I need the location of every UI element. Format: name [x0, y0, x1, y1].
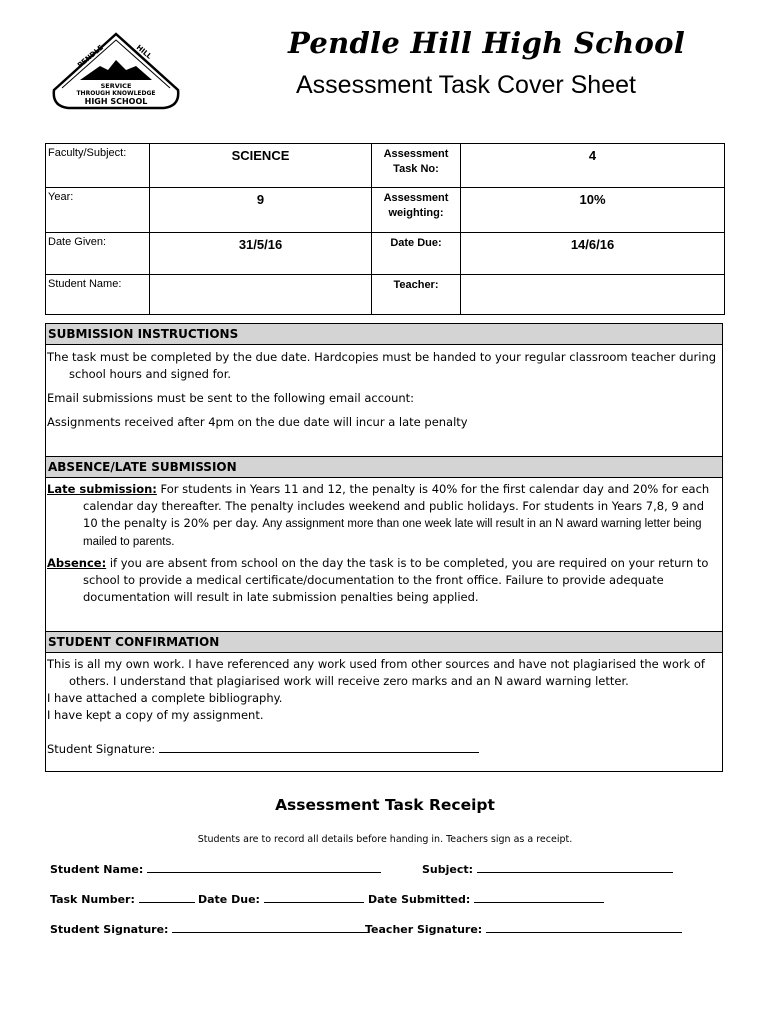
student-signature-label: Student Signature: — [47, 742, 159, 756]
receipt-date-due-line[interactable] — [264, 892, 364, 903]
receipt-student-signature-row — [50, 922, 368, 936]
weighting-label-2: weighting: — [388, 207, 444, 219]
receipt-date-submitted-line[interactable] — [474, 892, 604, 903]
receipt-note: Students are to record all details before handing in. Teachers sign as a receipt. — [197, 834, 573, 845]
receipt-date-due-row — [198, 892, 364, 906]
teacher-label: Teacher: — [372, 275, 461, 315]
receipt-teacher-signature-row — [365, 922, 682, 936]
date-due-value: 14/6/16 — [461, 233, 725, 275]
faculty-label: Faculty/Subject — [48, 147, 124, 159]
late-submission-label: Late submission: — [47, 482, 157, 496]
task-no-label-cell — [372, 144, 461, 188]
logo-motto-1: SERVICE — [100, 82, 132, 90]
logo-text-hill: HILL — [134, 43, 154, 61]
receipt-title: Assessment Task Receipt — [275, 796, 495, 814]
receipt-task-number-line[interactable] — [139, 892, 195, 903]
confirmation-text-3: I have kept a copy of my assignment. — [47, 708, 264, 722]
weighting-label-1: Assessment — [383, 192, 449, 204]
teacher-field[interactable] — [461, 275, 725, 315]
school-name: Pendle Hill High School — [288, 26, 686, 60]
receipt-task-number-label: Task Number: — [50, 893, 135, 906]
receipt-date-submitted-label: Date Submitted: — [368, 893, 471, 906]
task-no-label-1: Assessment — [383, 148, 449, 160]
colon: : — [118, 278, 122, 290]
colon: : — [70, 191, 74, 203]
date-given-label-cell — [46, 233, 150, 275]
task-info-table — [45, 143, 725, 315]
confirmation-text-2: I have attached a complete bibliography. — [47, 691, 283, 705]
receipt-date-due-label: Date Due: — [198, 893, 260, 906]
late-submission-text-b: Any assignment more than one week late will result in an N award warning letter being mailed to parents. — [83, 518, 702, 548]
receipt-student-name-row — [50, 862, 381, 876]
colon: : — [103, 236, 107, 248]
receipt-subject-label: Subject: — [422, 863, 474, 876]
absence-text: if you are absent from school on the day the task is to be completed, you are required on your return to school to provide a medical certificate/documentation to the front office. Failure to provide adequate documentation will result in late submission penalties being applied. — [83, 556, 709, 604]
logo-motto-2: THROUGH KNOWLEDGE — [76, 90, 156, 97]
year-value: 9 — [150, 188, 372, 233]
task-no-value: 4 — [461, 144, 725, 188]
student-signature-line[interactable] — [159, 740, 479, 753]
weighting-value: 10% — [461, 188, 725, 233]
student-name-label-cell — [46, 275, 150, 315]
confirmation-text-1: This is all my own work. I have referenced any work used from other sources and have not plagiarised the work of others. I understand that plagiarised work will receive zero marks and an N award warning letter. — [47, 657, 705, 688]
student-name-label: Student Name — [48, 278, 119, 290]
weighting-label-cell — [372, 188, 461, 233]
year-label-cell — [46, 188, 150, 233]
signature-row — [47, 740, 720, 758]
absence-label: Absence: — [47, 556, 107, 570]
table-row — [46, 275, 725, 315]
submission-text-1: The task must be completed by the due date. Hardcopies must be handed to your regular classroom teacher during school hours and signed for. — [47, 350, 717, 381]
school-logo — [50, 30, 182, 112]
receipt-subject-line[interactable] — [477, 862, 673, 873]
year-label: Year — [48, 191, 71, 203]
table-row — [46, 233, 725, 275]
colon: : — [123, 147, 127, 159]
receipt-student-signature-line[interactable] — [172, 922, 368, 933]
receipt-student-signature-label: Student Signature: — [50, 923, 169, 936]
student-name-field[interactable] — [150, 275, 372, 315]
absence-paragraph — [47, 555, 720, 606]
logo-bottom-text: HIGH SCHOOL — [84, 97, 148, 106]
faculty-value: SCIENCE — [150, 144, 372, 188]
submission-text-2: Email submissions must be sent to the following email account: — [47, 391, 415, 405]
receipt-task-number-row — [50, 892, 195, 906]
receipt-student-name-label: Student Name: — [50, 863, 144, 876]
instructions-box — [45, 323, 723, 772]
confirmation-heading: STUDENT CONFIRMATION — [46, 631, 722, 653]
logo-text-pendle: PENDLE — [76, 43, 105, 70]
receipt-teacher-signature-line[interactable] — [486, 922, 682, 933]
date-given-value: 31/5/16 — [150, 233, 372, 275]
late-submission-text-a: For students in Years 11 and 12, the penalty is 40% for the first calendar day and 20% for each calendar day thereafter. The penalty includes weekend and public holidays. For students in Years 7,8, 9 and 10 the penalty is 20% per day. — [83, 482, 710, 530]
receipt-teacher-signature-label: Teacher Signature: — [365, 923, 483, 936]
date-due-label: Date Due: — [372, 233, 461, 275]
faculty-label-cell — [46, 144, 150, 188]
receipt-subject-row — [422, 862, 673, 876]
absence-heading: ABSENCE/LATE SUBMISSION — [46, 456, 722, 478]
submission-text-3: Assignments received after 4pm on the due date will incur a late penalty — [47, 415, 468, 429]
task-no-label-2: Task No: — [393, 163, 439, 175]
table-row — [46, 188, 725, 233]
submission-heading: SUBMISSION INSTRUCTIONS — [46, 323, 722, 345]
table-row — [46, 144, 725, 188]
date-given-label: Date Given — [48, 236, 104, 248]
receipt-student-name-line[interactable] — [147, 862, 381, 873]
late-submission-paragraph — [47, 481, 720, 551]
receipt-date-submitted-row — [368, 892, 604, 906]
sheet-title: Assessment Task Cover Sheet — [296, 71, 636, 99]
